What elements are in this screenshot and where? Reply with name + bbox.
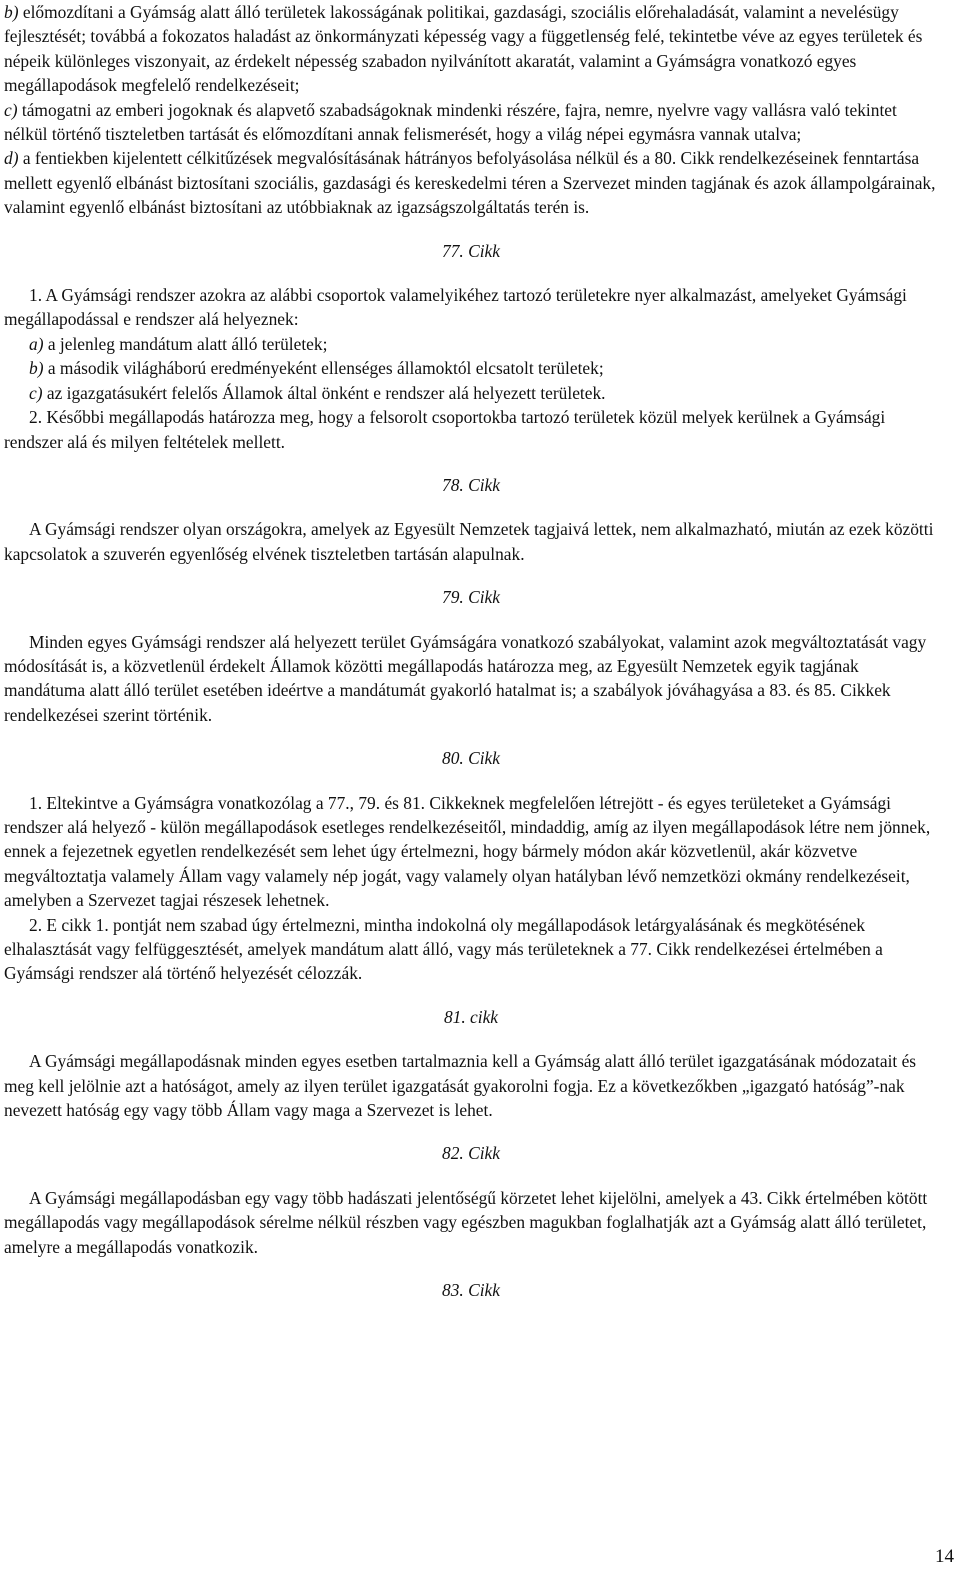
clause-marker: d)	[4, 148, 19, 169]
article-83-heading: 83. Cikk	[442, 1280, 500, 1301]
document-page	[4, 0, 938, 1322]
clause-text: előmozdítani a Gyámság alatt álló területek lakosságának politikai, gazdasági, szociális előrehaladását, valamint a nevelésügy fejlesztését; továbbá a fokozatos haladást az önkormányzati képesség vagy a függetlenség felé, tekintetbe véve az egyes területek és népeik különleges viszonyait, az érdekelt népesség szabadon nyilvánított akaratát, valamint a Gyámságra vonatkozó egyes megállapodások megfelelő rendelkezéseit;	[4, 2, 923, 96]
article-78-heading: 78. Cikk	[442, 474, 500, 495]
article-77-item-c	[4, 381, 938, 405]
article-80-paragraph-2: 2. E cikk 1. pontját nem szabad úgy értelmezni, mintha indokolná oly megállapodások letárgyalásának és megkötésének elhalasztását vagy felfüggesztését, amelyek mandátum alatt álló, vagy más területeknek a 77. Cikk rendelkezései értelmében a Gyámsági rendszer alá történő helyezését célozzák.	[4, 914, 883, 984]
article-77-paragraph-2: 2. Későbbi megállapodás határozza meg, hogy a felsorolt csoportokba tartozó területek közül melyek kerülnek a Gyámsági rendszer alá és milyen feltételek mellett.	[4, 407, 886, 452]
article-82-heading: 82. Cikk	[442, 1143, 500, 1164]
page-number: 14	[935, 1546, 954, 1567]
article-79-heading: 79. Cikk	[442, 587, 500, 608]
clause-d	[4, 146, 938, 219]
item-text: az igazgatásukért felelős Államok által önként e rendszer alá helyezett területek.	[42, 382, 606, 403]
clause-b	[4, 0, 938, 98]
item-text: a második világháború eredményeként ellenséges államoktól elcsatolt területek;	[43, 358, 604, 379]
item-marker: a)	[29, 333, 44, 354]
article-80-heading: 80. Cikk	[442, 748, 500, 769]
clause-c	[4, 98, 938, 147]
clause-text: támogatni az emberi jogoknak és alapvető szabadságoknak mindenki részére, fajra, nemre, nyelvre vagy vallásra való tekintet nélkül történő tiszteletben tartását és előmozdítani annak felismerését, hogy a világ népei egymásra vannak utalva;	[4, 99, 897, 145]
item-marker: c)	[29, 382, 43, 403]
article-81-paragraph-1: A Gyámsági megállapodásnak minden egyes esetben tartalmaznia kell a Gyámság alatt álló terület igazgatásának módozatait és meg kell jelölnie azt a hatóságot, amely az ilyen terület igazgatását gyakorolni fogja. Ez a következőkben „igazgató hatóság”-nak nevezett hatóság egy vagy több Állam vagy maga a Szervezet is lehet.	[4, 1051, 917, 1121]
article-77-item-b	[4, 356, 938, 380]
clause-marker: c)	[4, 99, 18, 120]
clause-text: a fentiekben kijelentett célkitűzések megvalósításának hátrányos befolyásolása nélkül és a 80. Cikk rendelkezéseinek fenntartása mellett egyenlő elbánást biztosítani szociális, gazdasági és kereskedelmi téren a Szervezet minden tagjának és azok állampolgárainak, valamint egyenlő elbánást biztosítani az utóbbiaknak az igazságszolgáltatás terén is.	[4, 148, 936, 218]
clause-marker: b)	[4, 2, 19, 22]
article-80-paragraph-1: 1. Eltekintve a Gyámságra vonatkozólag a 77., 79. és 81. Cikkeknek megfelelően létrejött - és egyes területeket a Gyámsági rendszer alá helyező - külön megállapodások esetleges rendelkezéseitől, mindaddig, amíg az ilyen megállapodások létre nem jönnek, ennek a fejezetnek egyetlen rendelkezését sem lehet úgy értelmezni, hogy bármely módon akár közvetlenül, akár közvetve megváltoztatja valamely Állam vagy valamely nép jogát, vagy valamely olyan hatályban lévő nemzetközi okmány rendelkezéseit, amelyben a Szervezet tagjai részesek lehetnek.	[4, 792, 931, 911]
item-text: a jelenleg mandátum alatt álló területek;	[43, 333, 328, 354]
article-77-heading: 77. Cikk	[442, 240, 500, 261]
article-81-heading: 81. cikk	[443, 1006, 499, 1027]
article-77-paragraph-1: 1. A Gyámsági rendszer azokra az alábbi csoportok valamelyikéhez tartozó területekre nyer alkalmazást, amelyeket Gyámsági megállapodással e rendszer alá helyeznek:	[4, 285, 907, 330]
item-marker: b)	[29, 358, 44, 379]
article-79-paragraph-1: Minden egyes Gyámsági rendszer alá helyezett terület Gyámságára vonatkozó szabályokat, valamint azok megváltoztatását vagy módosítását is, a közvetlenül érdekelt Államok közötti megállapodás határozza meg, az Egyesült Nemzetek egyik tagjának mandátuma alatt álló terület esetében ideértve a mandátumát gyakorló hatalmat is; a szabályok jóváhagyása a 83. és 85. Cikkek rendelkezései szerint történik.	[4, 631, 927, 725]
article-78-paragraph-1: A Gyámsági rendszer olyan országokra, amelyek az Egyesült Nemzetek tagjaivá lettek, nem alkalmazható, miután az ezek közötti kapcsolatok a szuverén egyenlőség elvének tiszteletben tartásán alapulnak.	[4, 519, 934, 564]
article-82-paragraph-1: A Gyámsági megállapodásban egy vagy több hadászati jelentőségű körzetet lehet kijelölni, amelyek a 43. Cikk értelmében kötött megállapodás vagy megállapodások sérelme nélkül részben vagy egészben magukban foglalhatják azt a Gyámság alatt álló területet, amelyre a megállapodás vonatkozik.	[4, 1187, 928, 1257]
article-77-item-a	[4, 332, 938, 356]
